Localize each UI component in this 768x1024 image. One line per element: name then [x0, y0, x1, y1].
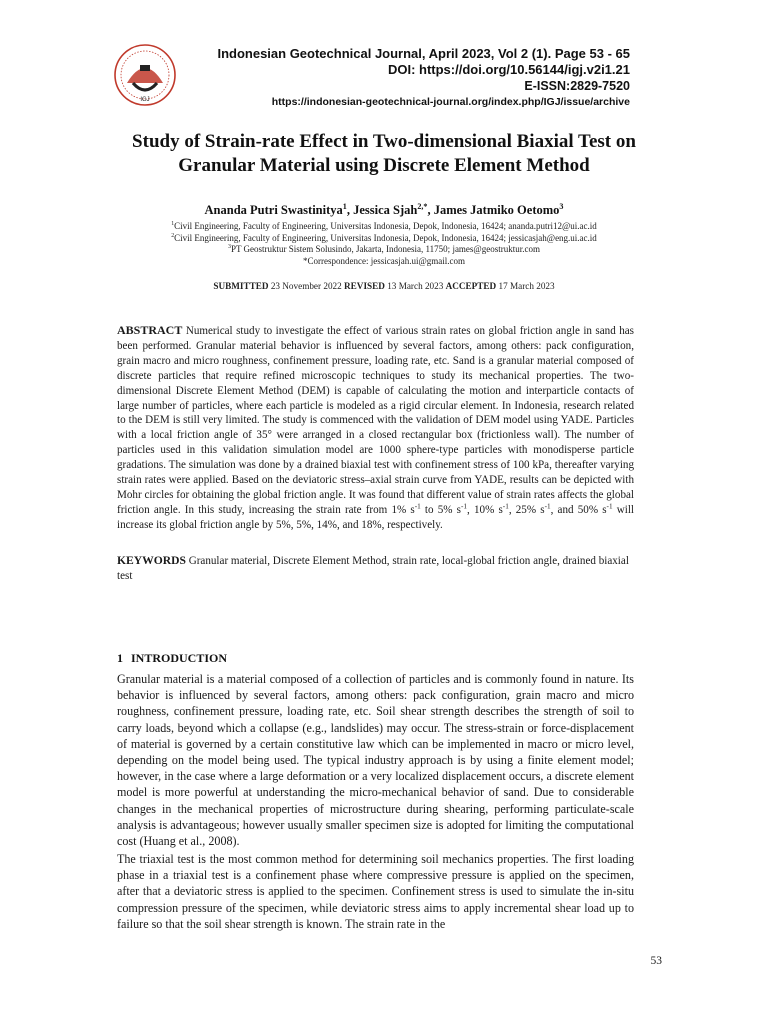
keywords-label: KEYWORDS — [117, 554, 186, 567]
affiliation-3 — [100, 244, 668, 256]
abstract-label: ABSTRACT — [117, 323, 183, 337]
aff-3-text: PT Geostruktur Sistem Solusindo, Jakarta, Indonesia, 11750; james@geostruktur.com — [230, 244, 540, 255]
author-2-sup: 2,* — [417, 201, 428, 211]
aff-3-sup: 3 — [228, 244, 231, 251]
doi-link[interactable]: DOI: https://doi.org/10.56144/igj.v2i1.21 — [387, 62, 630, 77]
section-heading-introduction — [117, 651, 227, 666]
author-separator: , — [346, 203, 354, 217]
abstract — [117, 323, 634, 533]
abstract-text: , and 50% s — [550, 503, 607, 516]
aff-1-text: Civil Engineering, Faculty of Engineering, Universitas Indonesia, Depok, Indonesia, 16424; ananda.putri12@ui.ac.id — [174, 221, 597, 231]
submitted-date: 23 November 2022 — [268, 281, 345, 291]
aff-2-text: Civil Engineering, Faculty of Engineering, Universitas Indonesia, Depok, Indonesia, 16424; jessicasjah@eng.ui.ac.id — [174, 232, 597, 243]
submission-dates — [100, 281, 668, 291]
author-1: Ananda Putri Swastinitya — [204, 203, 343, 217]
issn: E-ISSN:2829-7520 — [524, 79, 630, 93]
author-list — [100, 203, 668, 218]
abstract-text: will increase its global friction angle by 5%, 5%, 14%, and 18%, respectively. — [117, 503, 634, 531]
section-number: 1 — [117, 651, 123, 665]
affiliations — [100, 221, 668, 268]
body-paragraph-2: The triaxial test is the most common method for determining soil mechanics properties. The first loading phase in a triaxial test is a confinement phase where compressive pressure is applied on the specimen, after that a deviatoric stress is applied to the specimen. Confinement stress is used to simulate the in-situ compression pressure of the specimen, while deviatoric stress aims to apply incremental shear load up to failure so that the soil shear strength is known. The strain rate in the — [117, 852, 634, 931]
correspondence: *Correspondence: jessicasjah.ui@gmail.com — [303, 256, 465, 267]
paper-title — [100, 130, 668, 178]
author-1-sup: 1 — [342, 201, 347, 211]
author-separator: , — [427, 203, 434, 217]
abstract-sup: -1 — [461, 502, 468, 511]
journal-header — [217, 46, 630, 110]
abstract-sup: -1 — [414, 502, 421, 511]
accepted-date: 17 March 2023 — [496, 281, 555, 291]
aff-2-sup: 2 — [171, 232, 175, 239]
abstract-sup: -1 — [502, 502, 509, 511]
abstract-text: to 5% s — [420, 503, 462, 516]
author-3: James Jatmiko Oetomo — [433, 203, 560, 217]
title-line-2: Granular Material using Discrete Element Method — [178, 155, 590, 176]
abstract-sup: -1 — [606, 502, 613, 511]
section-title: INTRODUCTION — [131, 651, 228, 665]
accepted-label: ACCEPTED — [445, 281, 497, 291]
journal-logo — [113, 43, 177, 107]
revised-date: 13 March 2023 — [384, 281, 446, 291]
keywords-text: Granular material, Discrete Element Method, strain rate, local-global friction angle, drained biaxial test — [117, 555, 629, 582]
abstract-sup: -1 — [544, 502, 551, 511]
author-3-sup: 3 — [559, 201, 564, 211]
affiliation-1 — [100, 221, 668, 233]
journal-citation: Indonesian Geotechnical Journal, April 2023, Vol 2 (1). Page 53 - 65 — [217, 46, 630, 61]
revised-label: REVISED — [344, 281, 385, 291]
abstract-text: Numerical study to investigate the effect of various strain rates on global friction angle in sand has been performed. Granular material behavior is influenced by several factors, among others: pack configuration, grain macro and micro roughness, confinement pressure, loading rate, etc. Sand is a granular material composed of discrete particles that require refined microscopic techniques to study its mechanical properties. The two-dimensional Discrete Element Method (DEM) is capable of calculating the motion and interparticle contacts of large number of particles, where each particle is modeled as a rigid circular element. In Indonesia, research related to the DEM is still very limited. The study is commenced with the validation of DEM model using YADE. Particles with a local friction angle of 35° were arranged in a closed rectangular box (frictionless wall). The number of particles used in this validation simulation model are 1000 sphere-type particles with monodisperse particle gradations. The simulation was done by a drained biaxial test with confinement stress of 100 kPa, thereafter varying strain rates were applied. Based on the deviatoric stress–axial strain curve from YADE, results can be depicted with Mohr circles for obtaining the global friction angle. It was found that different value of strain rates affects the global friction angle. In this study, increasing the strain rate from 1% s — [117, 325, 634, 516]
abstract-text: , 10% s — [467, 503, 503, 516]
affiliation-2 — [100, 233, 668, 245]
submitted-label: SUBMITTED — [213, 281, 269, 291]
keywords — [117, 554, 634, 584]
body-paragraph-1: Granular material is a material composed of a collection of particles and is commonly found in nature. Its behavior is influenced by several factors, among others: pack configuration, grain macro and micro roughness, confinement pressure, loading rate, etc. Soil shear strength describes the strength of soil to carry loads, beyond which a collapse (e.g., landslides) may occur. The stress-strain or force-displacement of material is governed by a certain constitutive law which can be implemented in macro or micro level, depending on the model being used. The typical industry approach is by using a finite element model; however, in the case where a large deformation or a very localized displacement occurs, a discrete element model is more powerful at understanding the micro-mechanical behavior of sand. Due to considerable changes in the mechanical properties of microstructure during shearing, performing particulate-scale analysis is advantageous; however usually smaller specimen size is adopted for limiting the computational cost (Huang et al., 2008). — [117, 672, 634, 849]
logo-text: IGJ — [140, 97, 150, 103]
aff-1-sup: 1 — [171, 221, 175, 227]
author-2: Jessica Sjah — [353, 203, 418, 217]
abstract-text: , 25% s — [508, 503, 545, 516]
page-number: 53 — [650, 955, 662, 967]
journal-url[interactable]: https://indonesian-geotechnical-journal.org/index.php/IGJ/issue/archive — [271, 96, 630, 108]
title-line-1: Study of Strain-rate Effect in Two-dimensional Biaxial Test on — [132, 131, 636, 152]
